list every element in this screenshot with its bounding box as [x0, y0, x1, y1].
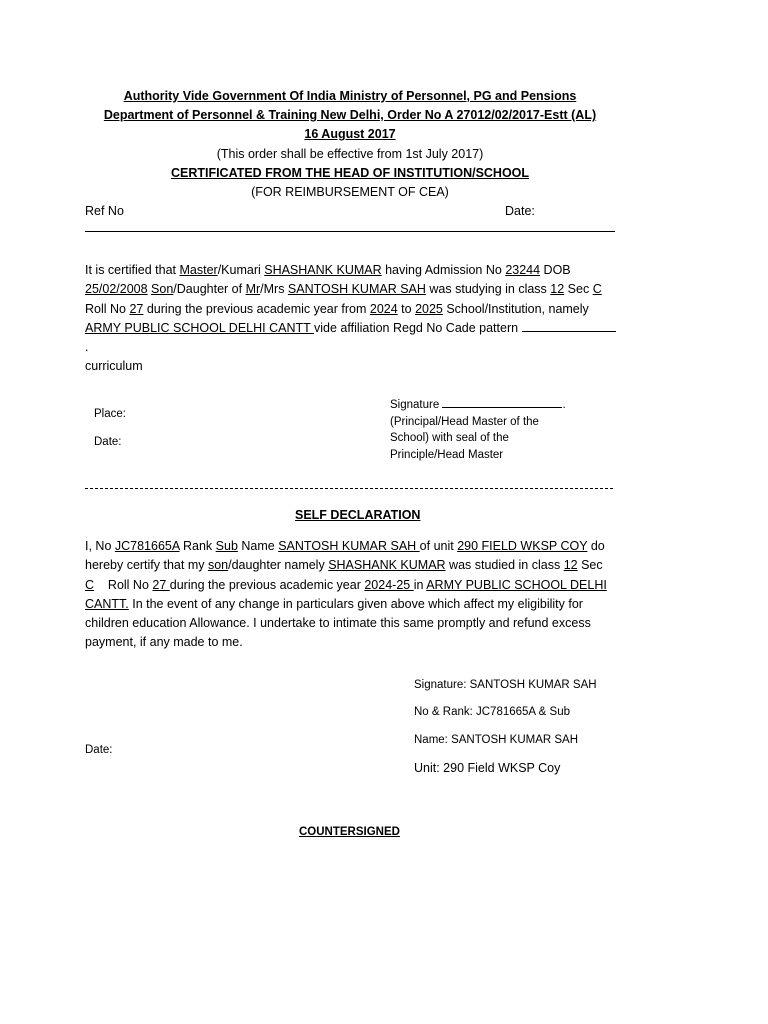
declaration-date-label: Date: — [85, 744, 113, 756]
parent-name: SANTOSH KUMAR SAH — [287, 282, 426, 297]
declaration-line-3: C Roll No 27 during the previous academic year 2024-25 in ARMY PUBLIC SCHOOL DELHI — [85, 577, 607, 592]
class-value: 12 — [563, 558, 578, 573]
dob-value: 25/02/2008 — [85, 282, 148, 297]
declaration-line-5: children education Allowance. I undertake to intimate this same promptly and refund excess — [85, 616, 591, 631]
declarant-name: SANTOSH KUMAR SAH — [278, 539, 420, 553]
declarant-name-line: Name: SANTOSH KUMAR SAH — [414, 734, 579, 746]
certificate-line-5: curriculum — [85, 359, 143, 374]
class-value: 12 — [550, 282, 565, 297]
order-date: 16 August 2017 — [304, 127, 396, 141]
section-value: C — [592, 282, 602, 297]
declaration-line-2: hereby certify that my son/daughter namely SHASHANK KUMAR was studied in class 12 Sec — [85, 558, 603, 573]
ref-date-label: Date: — [505, 204, 535, 218]
header-rule — [85, 231, 615, 232]
principal-date-label: Date: — [94, 436, 122, 448]
certificate-line-3: Roll No 27 during the previous academic year from 2024 to 2025 School/Institution, namely — [85, 301, 589, 316]
purpose-note: (FOR REIMBURSEMENT OF CEA) — [251, 185, 449, 199]
certificate-line-2: 25/02/2008 Son/Daughter of Mr/Mrs SANTOSH KUMAR SAH was studying in class 12 Sec C — [85, 282, 602, 297]
declarant-unit-line: Unit: 290 Field WKSP Coy — [414, 761, 561, 775]
declaration-line-1: I, No JC781665A Rank Sub Name SANTOSH KUMAR SAH of unit 290 FIELD WKSP COY do — [85, 539, 605, 553]
year-from: 2024 — [369, 301, 398, 316]
self-declaration-title: SELF DECLARATION — [295, 508, 421, 522]
principal-desc-3: Principle/Head Master — [390, 448, 504, 461]
academic-year: 2024-25 — [364, 577, 414, 592]
school-name: ARMY PUBLIC SCHOOL DELHI CANTT — [85, 320, 314, 335]
school-name-1: ARMY PUBLIC SCHOOL DELHI — [426, 577, 607, 592]
cade-pattern-blank — [522, 319, 616, 332]
principal-desc-1: (Principal/Head Master of the — [390, 415, 539, 428]
certificate-paragraph — [85, 261, 617, 377]
school-name-2: CANTT. — [85, 596, 129, 611]
year-to: 2025 — [415, 301, 443, 316]
roll-no: 27 — [129, 301, 144, 316]
principal-signature-blank — [442, 396, 562, 408]
principal-signature-block — [390, 396, 566, 463]
son-option: son — [207, 558, 229, 573]
declarant-no-rank: No & Rank: JC781665A & Sub — [414, 706, 570, 718]
declaration-line-4: CANTT. In the event of any change in particulars given above which affect my eligibility for — [85, 596, 583, 611]
countersigned-label: COUNTERSIGNED — [299, 826, 400, 838]
mr-option: Mr — [245, 282, 261, 297]
principal-signature-line: Signature . — [390, 396, 566, 414]
department-line: Department of Personnel & Training New Delhi, Order No A 27012/02/2017-Estt (AL) — [103, 108, 597, 122]
section-divider — [85, 488, 613, 489]
declarant-signature: Signature: SANTOSH KUMAR SAH — [414, 679, 597, 691]
certificate-line-4: ARMY PUBLIC SCHOOL DELHI CANTT vide affiliation Regd No Cade pattern . — [85, 319, 617, 358]
certificate-line-1: It is certified that Master/Kumari SHASHANK KUMAR having Admission No 23244 DOB — [85, 263, 571, 277]
child-name: SHASHANK KUMAR — [328, 558, 446, 573]
principal-desc-2: School) with seal of the — [390, 432, 509, 444]
son-option: Son — [151, 282, 174, 297]
rank-value: Sub — [215, 539, 238, 553]
section-value: C — [85, 577, 95, 592]
master-option: Master — [179, 263, 218, 277]
declaration-line-6: payment, if any made to me. — [85, 635, 243, 650]
admission-no: 23244 — [505, 263, 541, 277]
student-name: SHASHANK KUMAR — [264, 263, 382, 277]
ref-no-label: Ref No — [85, 204, 124, 218]
certificate-title: CERTIFICATED FROM THE HEAD OF INSTITUTION/SCHOOL — [170, 166, 530, 180]
self-declaration-paragraph — [85, 537, 617, 653]
roll-no: 27 — [152, 577, 170, 592]
authority-line: Authority Vide Government Of India Ministry of Personnel, PG and Pensions — [123, 89, 577, 103]
unit-value: 290 FIELD WKSP COY — [457, 539, 588, 553]
place-label: Place: — [94, 408, 126, 420]
service-no: JC781665A — [114, 539, 180, 553]
effective-note: (This order shall be effective from 1st July 2017) — [216, 147, 484, 161]
